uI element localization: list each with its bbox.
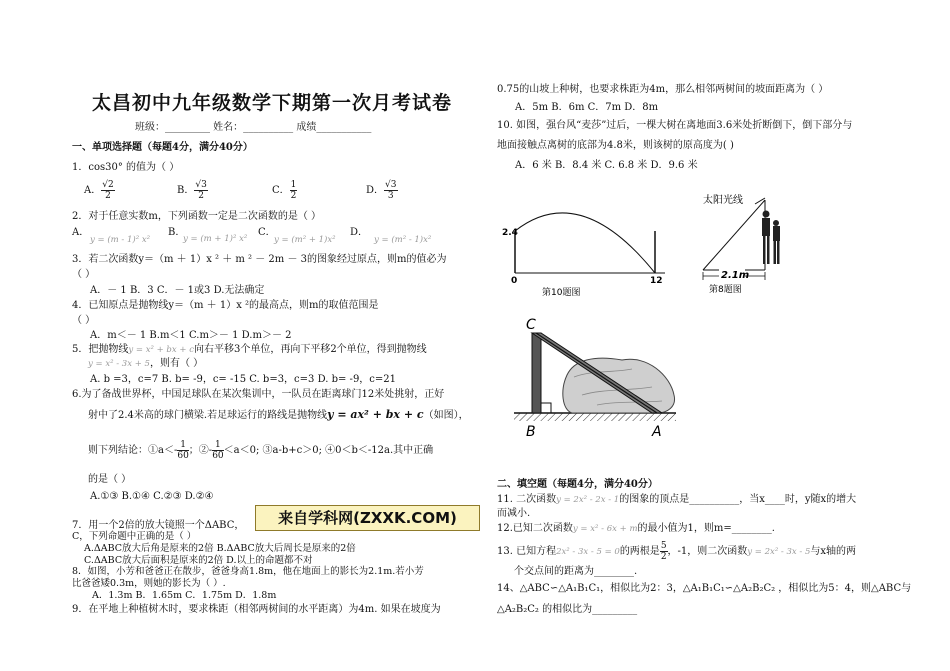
q13-line2: 个交点间的距离为________.: [514, 566, 638, 577]
q2-option-d-expr: y = (m² - 1)x²: [374, 235, 432, 245]
q8-options: A．1.3m B．1.65m C．1.75m D．1.8m: [92, 590, 277, 601]
q3-options: A．－ 1 B．3 C．－ 1或3 D.无法确定: [90, 285, 265, 296]
tree-trunk: [532, 333, 541, 413]
tree-ground-hatch: [514, 413, 676, 421]
q1-option-d: D． $\frac{√3}{3}$: [366, 180, 397, 201]
q13-line1: 13. 已知方程2x² - 3x - 5 = 0的两根是 $\frac{5}{2}$ ，-1，则二次函数y = 2x² - 3x - 5与x轴的两: [497, 541, 857, 562]
q6-stem-line2: 射中了2.4米高的球门横梁.若足球运行的路线是抛物线y = ax² + bx + c（如图），: [88, 408, 469, 421]
fig8-shadow-label: 2.1m: [721, 270, 750, 281]
q6-stem-line3: 则下列结论：①a＜- $\frac{1}{60}$ ；②- $\frac{1}{60}$ ＜a＜0; ③a-b+c＞0; ④0＜b＜-12a.其中正确: [88, 440, 434, 461]
q10-options: A．6 米 B．8.4 米 C. 6.8 米 D．9.6 米: [515, 160, 698, 171]
q3-stem-line2: （ ）: [72, 269, 96, 280]
q4-stem-line1: 4．已知原点是抛物线y＝（m ＋ 1）x ²的最高点，则m的取值范围是: [72, 300, 379, 311]
q8-line1: 8．如图，小芳和爸爸正在散步，爸爸身高1.8m，他在地面上的影长为2.1m.若小芳: [72, 566, 424, 577]
q11-line1: 11. 二次函数y = 2x² - 2x - 1的图象的顶点是__________，当x____时，y随x的增大: [497, 494, 857, 505]
fig10-caption: 第10题图: [542, 288, 581, 298]
q10-line1: 10. 如图，强台风“麦莎”过后，一棵大树在离地面3.6米处折断倒下，倒下部分与: [497, 120, 853, 131]
tree-right-angle: [541, 403, 551, 413]
figure-10-parabola: [500, 195, 675, 300]
fig10-origin-label: 0: [511, 276, 518, 286]
q2-option-b-expr: y = (m + 1)² x²: [183, 234, 248, 244]
q6-options: A.①③ B.①④ C.②③ D.②④: [90, 491, 214, 502]
header-fields: 班级：_________ 姓名：__________ 成绩___________: [135, 122, 372, 133]
q14-line1: 14、△ABC∽△A₁B₁C₁，相似比为2：3，△A₁B₁C₁∽△A₂B₂C₂ ，相似比为5：4，则△ABC与: [497, 583, 912, 594]
q2-option-c-label: C．: [258, 227, 276, 238]
q1-options: A． $\frac{√2}{2}$: [84, 180, 114, 201]
q6-stem-line1: 6.为了备战世界杯，中国足球队在某次集训中，一队员在距离球门12米处挑射，正好: [72, 389, 445, 400]
q7-line4: C.ΔABC放大后面积是原来的2倍 D.以上的命题都不对: [84, 555, 313, 566]
fig8-sun-label: 太阳光线: [703, 195, 743, 206]
fig10-x-label: 12: [650, 276, 663, 286]
q2-option-a-expr: y = (m - 1)² x²: [90, 235, 151, 245]
tree-label-b: B: [526, 424, 536, 440]
q1-option-c: C． $\frac{1}{2}$: [272, 180, 297, 201]
tree-label-c: C: [526, 317, 536, 333]
q7-line3: A.ΔABC放大后角是原来的2倍 B.ΔABC放大后周长是原来的2倍: [84, 543, 356, 554]
q1-option-b: B． $\frac{√3}{2}$: [177, 180, 207, 201]
section2-heading: 二、填空题（每题4分，满分40分）: [497, 479, 658, 490]
q6-stem-line4: 的是（ ）: [88, 474, 132, 485]
figure-8-shadow: [695, 190, 815, 295]
q5-stem-line2: y = x² - 3x + 5，则有（ ）: [88, 358, 204, 369]
q2-stem: 2．对于任意实数m，下列函数一定是二次函数的是（ ）: [72, 211, 322, 222]
fig8-person-daughter: [773, 220, 780, 264]
q12-line: 12.已知二次函数y = x² - 6x + m的最小值为1，则m=________.: [497, 523, 775, 534]
watermark-banner: 来自学科网(ZXXK.COM): [255, 505, 480, 531]
q5-options: A. b =3，c=7 B. b= -9，c= -15 C. b=3，c=3 D. b= -9，c=21: [90, 374, 397, 385]
fig8-sun-ray: [703, 200, 765, 270]
q14-line2: △A₂B₂C₂ 的相似比为_________: [497, 604, 638, 615]
fig8-person-father: [762, 211, 770, 265]
q7-line2: C，下列命题中正确的是（ ）: [72, 531, 197, 542]
q9-line2: 0.75的山坡上种树，也要求株距为4m，那么相邻两树间的坡面距离为（ ）: [497, 84, 829, 95]
q3-stem-line1: 3．若二次函数y＝（m ＋ 1）x ² ＋ m ² － 2m － 3的图象经过原点，则m的值必为: [72, 254, 447, 265]
page-title: 太昌初中九年级数学下期第一次月考试卷: [92, 92, 453, 114]
q1-stem: 1．cos30° 的值为（ ）: [72, 162, 180, 173]
q2-option-c-expr: y = (m² + 1)x²: [274, 235, 336, 245]
q8-line2: 比爸爸矮0.3m，则她的影长为（ ）.: [72, 578, 226, 589]
q7-line1: 7．用一个2倍的放大镜照一个ΔABC，: [72, 520, 245, 531]
q10-line2: 地面接触点离树的底部为4.8米，则该树的原高度为( ): [497, 140, 734, 151]
fig8-caption: 第8题图: [709, 285, 742, 295]
q5-stem-line1: 5．把抛物线y = x² + bx + c向右平移3个单位，再向下平移2个单位，得到抛物线: [72, 344, 427, 355]
q2-option-b-label: B．: [168, 227, 186, 238]
fig10-trajectory-curve: [515, 213, 655, 273]
section1-heading: 一、单项选择题（每题4分，满分40分）: [72, 142, 253, 153]
q2-option-d-label: D．: [350, 227, 369, 238]
q4-stem-line2: （ ）: [72, 315, 96, 326]
q11-line2: 而减小.: [497, 508, 531, 519]
tree-label-a: A: [652, 424, 662, 440]
q9-options: A．5m B．6m C．7m D．8m: [515, 102, 659, 113]
q2-option-a-label: A．: [72, 227, 90, 238]
fig10-y-label: 2.4: [502, 228, 518, 238]
q9-line1: 9．在平地上种植树木时，要求株距（相邻两树间的水平距离）为4m. 如果在坡度为: [72, 604, 441, 615]
figure-broken-tree: [512, 315, 684, 440]
q4-options: A．m＜－ 1 B.m＜1 C.m＞－ 1 D.m＞－ 2: [90, 330, 292, 341]
